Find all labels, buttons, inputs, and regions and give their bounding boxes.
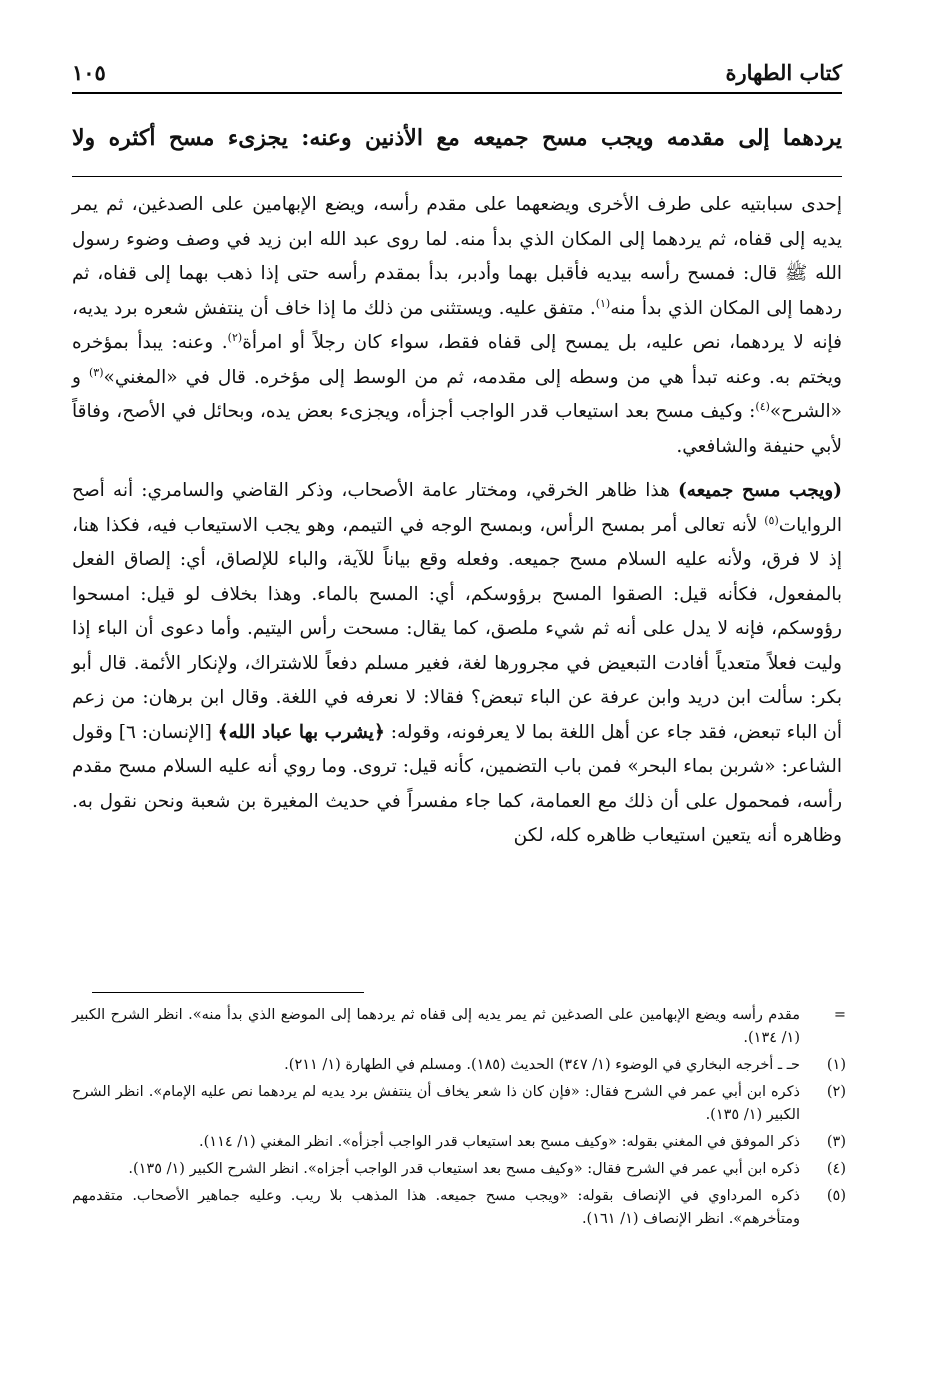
page-header: [72, 56, 842, 96]
footnotes: [72, 1004, 846, 1235]
footnote-4: (٤) ذكره ابن أبي عمر في الشرح فقال: «وكيف مسح بعد استيعاب قدر الواجب أجزاه». انظر الشرح الكبير (١/ ١٣٥).: [128, 1161, 846, 1177]
footnote-ref-3: (٣): [89, 365, 104, 379]
footnote-rule: [92, 992, 364, 993]
footnote-1: (١) حـ ـ أخرجه البخاري في الوضوء (١/ ٣٤٧) الحديث (١٨٥). ومسلم في الطهارة (١/ ٢١١).: [284, 1057, 846, 1073]
matn-line: يردهما إلى مقدمه ويجب مسح جميعه مع الأذنين وعنه: يجزىء مسح أكثره ولا: [72, 125, 842, 151]
quran-verse: ﴿يشرب بها عباد الله﴾: [217, 721, 385, 743]
matn-rule: [72, 176, 842, 177]
footnote-ref-4: (٤): [755, 399, 770, 413]
footnote-2: (٢) ذكره ابن أبي عمر في الشرح فقال: «فإن كان ذا شعر يخاف أن ينتفش برد يديه لم يردهما نص عليه الإمام». انظر الشرح الكبير (١/ ١٣٥).: [72, 1084, 846, 1123]
page-number: ١٠٥: [72, 60, 106, 85]
footnote-5: (٥) ذكره المرداوي في الإنصاف بقوله: «ويجب مسح جميعه. هذا المذهب بلا ريب. وعليه جماهير الأصحاب. متقدمهم ومتأخرهم». انظر الإنصاف (١/ ١٦١).: [72, 1188, 846, 1227]
matn-quote: (ويجب مسح جميعه): [678, 480, 842, 501]
footnote-3: (٣) ذكر الموفق في المغني بقوله: «وكيف مسح بعد استيعاب قدر الواجب أجزأه». انظر المغني (١/ ١١٤).: [199, 1134, 846, 1150]
commentary-body: [72, 188, 842, 854]
footnote-ref-5: (٥): [764, 513, 779, 527]
footnote-ref-2: (٢): [227, 330, 243, 344]
paragraph-2: (ويجب مسح جميعه) هذا ظاهر الخرقي، ومختار عامة الأصحاب، وذكر القاضي والسامري: أنه أصح الروايات$^{(٥)}$ لأنه تعالى أمر بمسح الرأس، وبمسح الوجه في التيمم، وهو يجب الاستيعاب فيه، فكذا هنا، إذ لا فرق، ولأنه عليه السلام مسح جميعه. وفعله وقع بياناً للآية، والباء للإلصاق، أي: إلصاق الفعل بالمفعول، فكأنه قيل: الصقوا المسح برؤوسكم، أي: المسح بالماء. وهذا بخلاف لو قيل: امسحوا رؤوسكم، فإنه لا يدل على أنه ثم شيء ملصق، كما يقال: مسحت رأس اليتيم. وأما دعوى أن الباء إذا وليت فعلاً متعدياً أفادت التبعيض في مجرورها لغة، فغير مسلم دفعاً للاشتراك، ولإنكار الأئمة. قال أبو بكر: سألت ابن دريد وابن عرفة عن الباء تبعض؟ فقالا: لا نعرفه في اللغة. وقال ابن برهان: من زعم أن الباء تبعض، فقد جاء عن أهل اللغة بما لا يعرفونه، وقوله: ﴿يشرب بها عباد الله﴾ [الإنسان: ٦] وقول الشاعر: «شربن بماء البحر» فمن باب التضمين، كأنه قيل: تروى. وما روي أنه عليه السلام مسح مقدم رأسه، فمحمول على أن ذلك مع العمامة، كما جاء مفسراً في حديث المغيرة بن شعبة ونحن نقول به. وظاهره أنه يتعين استيعاب ظاهره كله، لكن: [72, 480, 842, 846]
footnote-ref-1: (١): [595, 296, 611, 310]
footnote-continuation: = مقدم رأسه ويضع الإبهامين على الصدغين ثم يمر يديه إلى قفاه ثم يردهما إلى الموضع الذي بدأ منه». انظر الشرح الكبير (١/ ١٣٤).: [72, 1007, 846, 1046]
header-rule: [72, 92, 842, 94]
running-title: كتاب الطهارة: [725, 60, 842, 85]
paragraph-1: إحدى سبابتيه على طرف الأخرى ويضعهما على مقدم رأسه، ويضع الإبهامين على الصدغين، ثم يمر يديه إلى قفاه، ثم يردهما إلى المكان الذي بدأ منه. لما روى عبد الله ابن زيد في وصف وضوء رسول الله ﷺ قال: فمسح رأسه بيديه فأقبل بهما وأدبر، بدأ بمقدم رأسه حتى إذا ذهب بهما إلى قفاه، ثم ردهما إلى المكان الذي بدأ منه$^{(١)}$. متفق عليه. ويستثنى من ذلك ما إذا خاف أن ينتفش شعره برد يديه، فإنه لا يردهما، نص عليه، بل يمسح إلى قفاه فقط، سواء كان رجلاً أو امرأة$^{(٢)}$. وعنه: يبدأ بمؤخره ويختم به. وعنه تبدأ هي من وسطه إلى مقدمه، ثم من الوسط إلى مؤخره. قال في «المغني»$^{(٣)}$ و «الشرح»$^{(٤)}$: وكيف مسح بعد استيعاب قدر الواجب أجزأه، ويجزىء بعض يده، وبحائل في الأصح، وفاقاً لأبي حنيفة والشافعي.: [72, 194, 842, 457]
